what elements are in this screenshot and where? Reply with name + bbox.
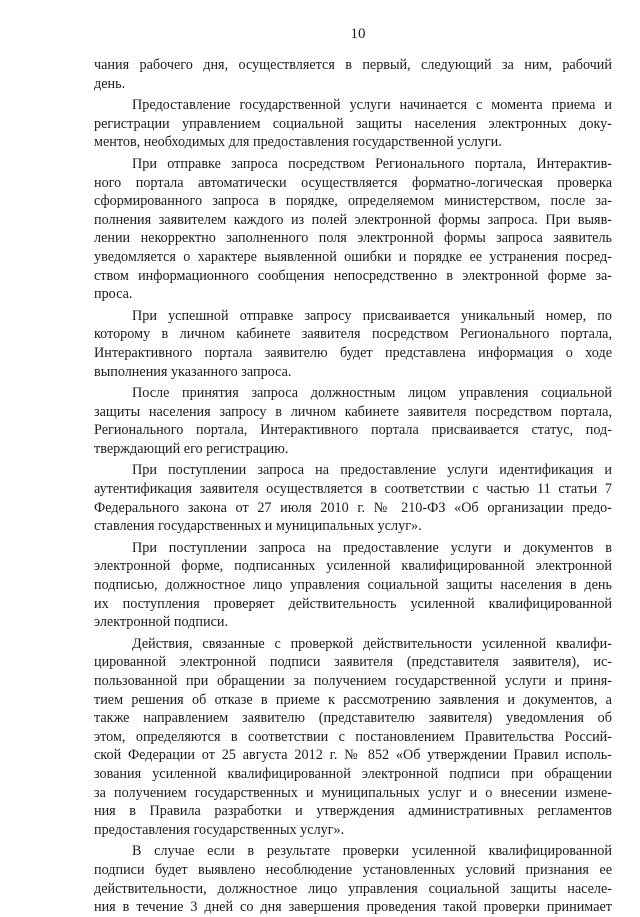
text-line: выполнения указанного запроса.: [94, 363, 292, 380]
text-line: аутентификация заявителя осуществляется в соответствии с частью 11 статьи 7: [94, 481, 612, 498]
document-body: [94, 56, 612, 917]
text-line: ством информационного сообщения непосредственно в электронной форме за-: [94, 267, 612, 284]
text-line: ставления государственных и муниципальных услуг».: [94, 518, 422, 535]
text-line: После принятия запроса должностным лицом управления социальной: [132, 385, 612, 402]
paragraph: [94, 539, 612, 632]
text-line: день.: [94, 75, 126, 92]
text-line: уведомляется о характере выявленной ошибки и порядке ее устранения посред-: [94, 248, 612, 265]
text-line: проса.: [94, 286, 133, 303]
text-line: ния в Правила разработки и утверждения административных регламентов: [94, 803, 612, 820]
text-line: за получением государственных и муниципальных услуг и о внесении измене-: [94, 784, 612, 801]
text-line: зования усиленной квалифицированной электронной подписи при обращении: [94, 765, 612, 782]
text-line: цированной электронной подписи заявителя (представителя заявителя), ис-: [94, 654, 612, 671]
text-line: ного портала автоматически осуществляется форматно-логическая проверка: [94, 174, 612, 191]
text-line: Регионального портала, Интерактивного портала присваивается статус, под-: [94, 422, 612, 439]
text-line: При успешной отправке запросу присваивается уникальный номер, по: [132, 307, 612, 324]
text-line: При поступлении запроса на предоставление услуги идентификация и: [132, 462, 612, 479]
text-line: ментов, необходимых для предоставления государственной услуги.: [94, 134, 502, 151]
text-line: электронной форме, подписанных усиленной квалифицированной электронной: [94, 558, 612, 575]
text-line: предоставления государственных услуг».: [94, 821, 345, 838]
paragraph: [94, 384, 612, 458]
text-line: Интерактивного портала заявителю будет представлена информация о ходе: [94, 344, 612, 361]
text-line: тверждающий его регистрацию.: [94, 440, 289, 457]
text-line: полнения заявителем каждого из полей электронной формы запроса. При выяв-: [94, 211, 612, 228]
text-line: сформированного запроса в порядке, определяемом министерством, после за-: [94, 193, 612, 210]
text-line: Федерального закона от 27 июля 2010 г. № 210-ФЗ «Об организации предо-: [94, 499, 612, 516]
paragraph: [94, 155, 612, 304]
text-line: чания рабочего дня, осуществляется в первый, следующий за ним, рабочий: [94, 57, 612, 73]
text-line: лении некорректно заполненного поля электронной формы запроса заявитель: [94, 230, 612, 247]
text-line: В случае если в результате проверки усиленной квалифицированной: [132, 843, 612, 860]
paragraph: [94, 56, 612, 93]
page-number: 10: [350, 26, 366, 42]
text-line: тием решения об отказе в приеме к рассмотрению заявления и документов, а: [94, 691, 612, 708]
text-line: этом, определяются в соответствии с постановлением Правительства Россий-: [94, 728, 612, 745]
text-line: При отправке запроса посредством Регионального портала, Интерактив-: [132, 155, 612, 172]
text-line: электронной подписи.: [94, 614, 229, 631]
text-line: которому в личном кабинете заявителя посредством Регионального портала,: [94, 326, 612, 343]
text-line: подписи будет выявлено несоблюдение установленных условий признания ее: [94, 861, 612, 878]
text-line: их поступления проверяет действительность усиленной квалифицированной: [94, 595, 612, 612]
paragraph: [94, 307, 612, 381]
text-line: защиты населения запросу в личном кабинете заявителя посредством портала,: [94, 403, 612, 420]
text-line: действительности, должностное лицо управления социальной защиты населе-: [94, 880, 612, 897]
text-line: пользованной при обращении за получением государственной услуги и приня-: [94, 673, 612, 689]
paragraph: [94, 635, 612, 840]
text-line: При поступлении запроса на предоставление услуги и документов в: [132, 539, 612, 556]
text-line: регистрации управлением социальной защиты населения электронных доку-: [94, 115, 612, 132]
text-line: Предоставление государственной услуги начинается с момента приема и: [132, 97, 612, 114]
paragraph: [94, 842, 612, 916]
text-line: подписью, должностное лицо управления социальной защиты населения в день: [94, 577, 612, 594]
text-line: ской Федерации от 25 августа 2012 г. № 852 «Об утверждении Правил исполь-: [94, 747, 612, 764]
text-line: также направлением заявителю (представителю заявителя) уведомления об: [94, 710, 612, 727]
paragraph: [94, 461, 612, 535]
text-line: ния в течение 3 дней со дня завершения проведения такой проверки принимает: [94, 899, 612, 916]
paragraph: [94, 96, 612, 152]
text-line: Действия, связанные с проверкой действительности усиленной квалифи-: [132, 635, 612, 652]
